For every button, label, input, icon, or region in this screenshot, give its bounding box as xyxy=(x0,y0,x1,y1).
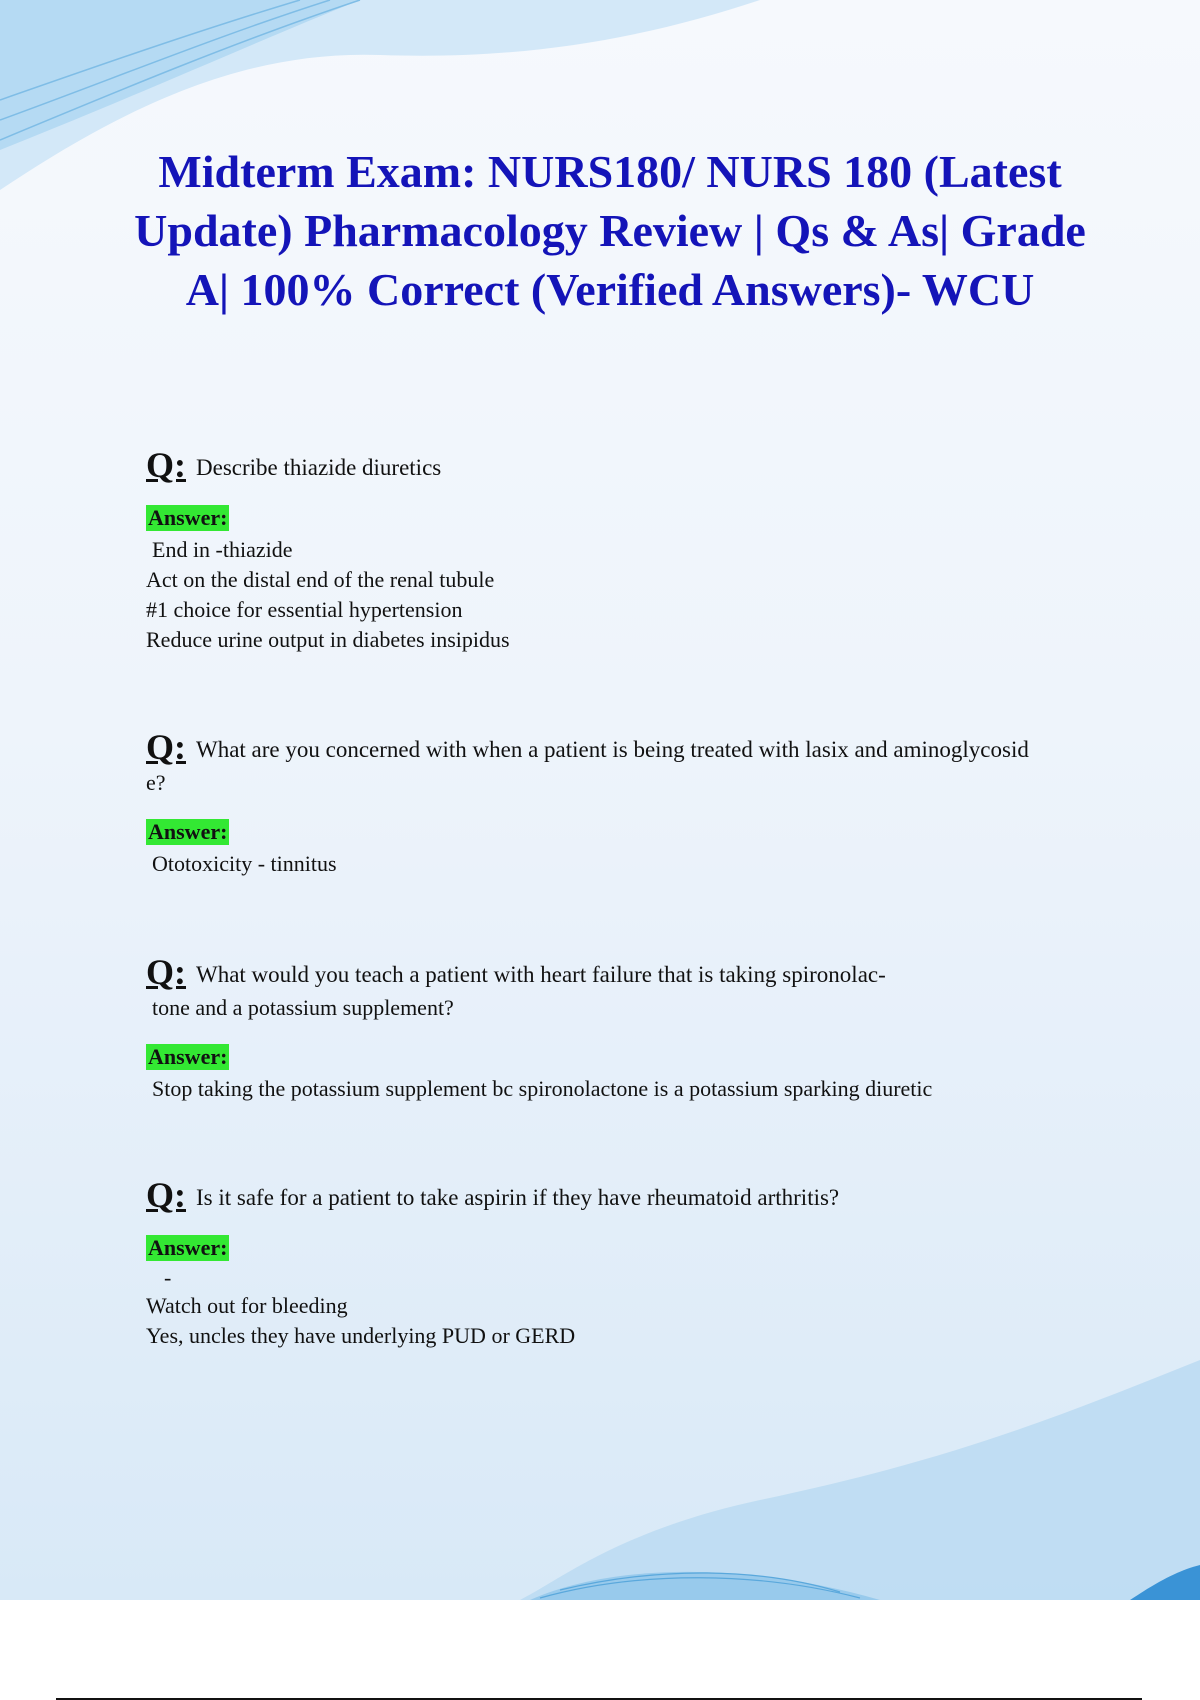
question-line xyxy=(146,727,1086,767)
answer-label: Answer: xyxy=(148,505,228,530)
answer-label: Answer: xyxy=(148,1235,228,1260)
qa-item-3 xyxy=(146,952,1086,1104)
bottom-right-wave xyxy=(520,1360,1200,1600)
answer-line: Stop taking the potassium supplement bc spironolactone is a potassium sparking diuretic xyxy=(152,1076,933,1101)
question-marker: Q: xyxy=(146,952,186,992)
question-marker: Q: xyxy=(146,1175,186,1215)
answer-line: - xyxy=(164,1265,172,1290)
answer-line: Reduce urine output in diabetes insipidus xyxy=(146,627,510,652)
question-text: Describe thiazide diuretics xyxy=(196,455,442,480)
question-continuation: tone and a potassium supplement? xyxy=(152,995,454,1020)
answer-line: Watch out for bleeding xyxy=(146,1293,348,1318)
answer-line: Ototoxicity - tinnitus xyxy=(152,851,337,876)
question-marker: Q: xyxy=(146,727,186,767)
answer-line: Yes, uncles they have underlying PUD or GERD xyxy=(146,1323,576,1348)
qa-item-1 xyxy=(146,445,1086,655)
question-text: What are you concerned with when a patient is being treated with lasix and aminoglycosid xyxy=(196,737,1029,762)
answer-label: Answer: xyxy=(148,819,228,844)
answer-line: #1 choice for essential hypertension xyxy=(146,597,463,622)
question-line xyxy=(146,952,1086,992)
question-marker: Q: xyxy=(146,445,186,485)
qa-item-2 xyxy=(146,727,1086,879)
question-line xyxy=(146,445,1086,485)
question-text: Is it safe for a patient to take aspirin if they have rheumatoid arthritis? xyxy=(196,1185,840,1210)
question-text: What would you teach a patient with heart failure that is taking spironolac- xyxy=(196,962,886,987)
question-line xyxy=(146,1175,1086,1215)
document-title: Midterm Exam: NURS180/ NURS 180 (Latest Update) Pharmacology Review | Qs & As| Grade A| 100% Correct (Verified Answers)- WCU xyxy=(134,146,1086,315)
answer-line: Act on the distal end of the renal tubule xyxy=(146,567,495,592)
question-continuation: e? xyxy=(146,770,166,795)
qa-item-4 xyxy=(146,1175,1086,1351)
answer-label: Answer: xyxy=(148,1044,228,1069)
answer-line: End in -thiazide xyxy=(152,537,293,562)
